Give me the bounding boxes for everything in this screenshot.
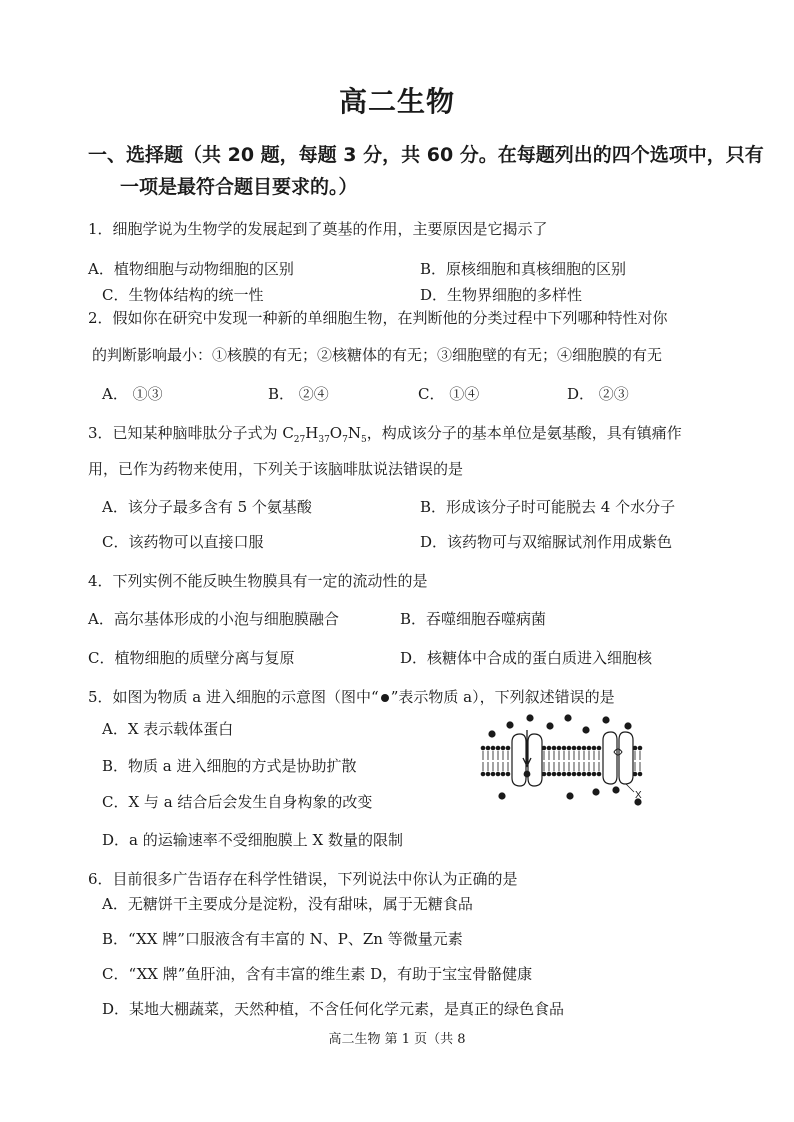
question-3-stem-line1 [88,422,682,445]
question-6-option-c: C．“XX 牌”鱼肝油，含有丰富的维生素 D，有助于宝宝骨骼健康 [102,965,533,983]
question-6-stem: 6．目前很多广告语存在科学性错误，下列说法中你认为正确的是 [88,870,518,888]
phospholipid-heads-bottom [481,772,643,777]
formula-sub-n: 5 [360,435,367,445]
question-4-option-b: B．吞噬细胞吞噬病菌 [400,610,547,628]
question-5-stem-suffix: ”表示物质 a），下列叙述错误的是 [390,688,615,706]
question-5-option-a: A．X 表示载体蛋白 [102,720,234,738]
formula-o: O [329,424,343,442]
question-1-option-b: B．原核细胞和真核细胞的区别 [420,260,627,278]
question-4-option-a: A．高尔基体形成的小泡与细胞膜融合 [88,610,339,628]
question-5-option-c: C．X 与 a 结合后会发生自身构象的改变 [102,793,373,811]
formula-h: H [305,424,319,442]
carrier-protein-right-half-2 [619,732,633,784]
question-2-option-b: B． ②④ [268,385,329,403]
question-2-stem-line2: 的判断影响最小：①核膜的有无；②核糖体的有无；③细胞壁的有无；④细胞膜的有无 [92,346,663,364]
question-5-stem-prefix: 5．如图为物质 a 进入细胞的示意图（图中“ [88,688,379,706]
formula-n: N [347,424,361,442]
question-6-option-b: B．“XX 牌”口服液含有丰富的 N、P、Zn 等微量元素 [102,930,463,948]
question-1-option-c: C．生物体结构的统一性 [102,286,264,304]
question-1-option-a: A．植物细胞与动物细胞的区别 [88,260,294,278]
question-1-stem: 1．细胞学说为生物学的发展起到了奠基的作用，主要原因是它揭示了 [88,220,548,238]
question-5-option-d: D．a 的运输速率不受细胞膜上 X 数量的限制 [102,831,403,849]
section-heading-line2: 一项是最符合题目要求的。） [120,176,358,198]
formula-sub-o: 7 [342,435,348,445]
label-pointer-line [626,784,634,792]
question-6-option-d: D．某地大棚蔬菜，天然种植，不含任何化学元素，是真正的绿色食品 [102,1000,565,1018]
question-2-option-a: A． ①③ [102,385,163,403]
question-3-stem-prefix: 3．已知某种脑啡肽分子式为 C [88,424,294,442]
question-3-option-d: D．该药物可与双缩脲试剂作用成紫色 [420,533,673,551]
phospholipid-heads-top [481,746,643,751]
question-3-stem-line2: 用，已作为药物来使用，下列关于该脑啡肽说法错误的是 [88,460,464,478]
question-2-stem-line1: 2．假如你在研究中发现一种新的单细胞生物，在判断他的分类过程中下列哪种特性对你 [88,309,668,327]
question-3-stem-suffix: ，构成该分子的基本单位是氨基酸，具有镇痛作 [366,424,682,442]
molecule-a-in-channel [524,771,531,778]
question-4-option-c: C．植物细胞的质壁分离与复原 [88,649,295,667]
page-footer: 高二生物 第 1 页（共 8 [328,1032,466,1047]
section-heading-line1: 一、选择题（共 20 题，每题 3 分，共 60 分。在每题列出的四个选项中，只有 [88,144,764,166]
question-5-stem [88,686,615,707]
formula-sub-c: 27 [293,435,306,445]
page-title: 高二生物 [338,85,455,118]
question-2-option-c: C． ①④ [418,385,480,403]
question-5-option-b: B．物质 a 进入细胞的方式是协助扩散 [102,757,357,775]
carrier-protein-left-half-2 [603,732,617,784]
question-3-option-a: A．该分子最多含有 5 个氨基酸 [102,498,312,516]
molecule-a-dot-icon [381,694,389,702]
carrier-label-x: X [635,790,642,801]
membrane-transport-figure [478,712,644,812]
question-3-option-b: B．形成该分子时可能脱去 4 个水分子 [420,498,676,516]
formula-sub-h: 37 [318,435,330,445]
question-2-option-d: D． ②③ [567,385,629,403]
question-6-option-a: A．无糖饼干主要成分是淀粉，没有甜味，属于无糖食品 [102,895,473,913]
question-1-option-d: D．生物界细胞的多样性 [420,286,583,304]
question-3-option-c: C．该药物可以直接口服 [102,533,264,551]
question-4-stem: 4．下列实例不能反映生物膜具有一定的流动性的是 [88,572,428,590]
question-4-option-d: D．核糖体中合成的蛋白质进入细胞核 [400,649,653,667]
